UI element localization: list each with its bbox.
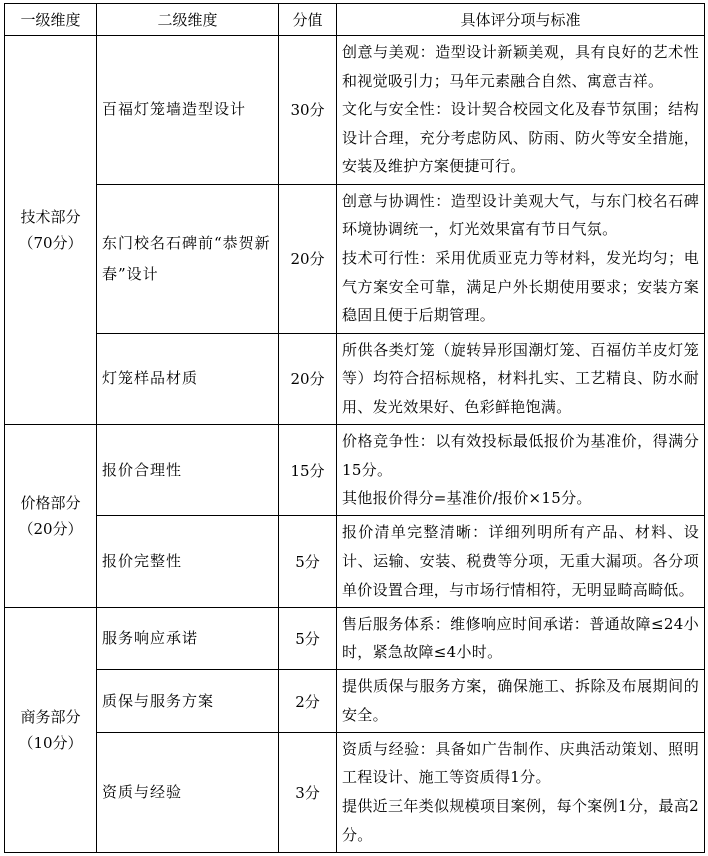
header-level2: 二级维度: [97, 4, 279, 36]
header-score: 分值: [279, 4, 337, 36]
item-name: 东门校名石碑前“恭贺新春”设计: [97, 184, 279, 333]
item-name: 报价完整性: [97, 516, 279, 607]
criteria-line: 资质与经验：具备如广告制作、庆典活动策划、照明工程设计、施工等资质得1分。: [342, 739, 699, 787]
criteria-line: 价格竞争性：以有效投标最低报价为基准价，得满分15分。: [342, 432, 699, 479]
item-score: 15分: [279, 425, 337, 516]
item-score: 30分: [279, 36, 337, 185]
item-criteria: [337, 425, 705, 516]
item-name: 服务响应承诺: [97, 607, 279, 670]
table-row: [5, 607, 705, 670]
item-score: 3分: [279, 732, 337, 852]
item-name: 百福灯笼墙造型设计: [97, 36, 279, 185]
item-name: 质保与服务方案: [97, 670, 279, 733]
item-score: 2分: [279, 670, 337, 733]
item-criteria: [337, 36, 705, 185]
table-row: [5, 333, 705, 424]
header-criteria: 具体评分项与标准: [337, 4, 705, 36]
criteria-line: 报价清单完整清晰：详细列明所有产品、材料、设计、运输、安装、税费等分项，无重大漏项。各分项单价设置合理，与市场行情相符，无明显畸高畸低。: [342, 523, 699, 599]
table-row: [5, 184, 705, 333]
item-score: 5分: [279, 516, 337, 607]
item-score: 20分: [279, 184, 337, 333]
criteria-line: 文化与安全性：设计契合校园文化及春节氛围；结构设计合理，充分考虑防风、防雨、防火等安全措施，安装及维护方案便捷可行。: [342, 100, 699, 176]
item-score: 20分: [279, 333, 337, 424]
criteria-line: 其他报价得分=基准价/报价×15分。: [342, 489, 592, 508]
table-row: [5, 732, 705, 852]
group-score: （20分）: [18, 519, 83, 538]
item-name: 资质与经验: [97, 732, 279, 852]
item-criteria: [337, 670, 705, 733]
criteria-line: 创意与美观：造型设计新颖美观，具有良好的艺术性和视觉吸引力；马年元素融合自然、寓意吉祥。: [342, 43, 699, 90]
criteria-line: 提供质保与服务方案，确保施工、拆除及布展期间的安全。: [342, 677, 699, 724]
table-row: [5, 516, 705, 607]
group-label: 技术部分: [20, 208, 81, 227]
group-score: （10分）: [18, 733, 83, 752]
group-score: （70分）: [18, 234, 83, 253]
criteria-line: 提供近三年类似规模项目案例，每个案例1分，最高2分。: [342, 797, 699, 844]
group-cell-technical: [5, 36, 97, 425]
group-cell-business: [5, 607, 97, 852]
item-criteria: [337, 516, 705, 607]
criteria-line: 所供各类灯笼（旋转异形国潮灯笼、百福仿羊皮灯笼等）均符合招标规格，材料扎实、工艺精良、防水耐用、发光效果好、色彩鲜艳饱满。: [342, 340, 699, 416]
criteria-line: 技术可行性：采用优质亚克力等材料，发光均匀；电气方案安全可靠，满足户外长期使用要求；安装方案稳固且便于后期管理。: [342, 249, 699, 325]
group-cell-price: [5, 425, 97, 608]
table-row: [5, 36, 705, 185]
item-name: 灯笼样品材质: [97, 333, 279, 424]
scoring-table: [4, 3, 705, 853]
item-criteria: [337, 607, 705, 670]
criteria-line: 创意与协调性：造型设计美观大气，与东门校名石碑环境协调统一，灯光效果富有节日气氛。: [342, 191, 699, 239]
criteria-line: 售后服务体系：维修响应时间承诺：普通故障≤24小时，紧急故障≤4小时。: [342, 614, 699, 662]
header-row: [5, 4, 705, 36]
item-score: 5分: [279, 607, 337, 670]
header-level1: 一级维度: [5, 4, 97, 36]
table-row: [5, 425, 705, 516]
group-label: 商务部分: [20, 707, 81, 726]
item-criteria: [337, 333, 705, 424]
item-name: 报价合理性: [97, 425, 279, 516]
table-row: [5, 670, 705, 733]
group-label: 价格部分: [20, 493, 81, 512]
item-criteria: [337, 732, 705, 852]
item-criteria: [337, 184, 705, 333]
